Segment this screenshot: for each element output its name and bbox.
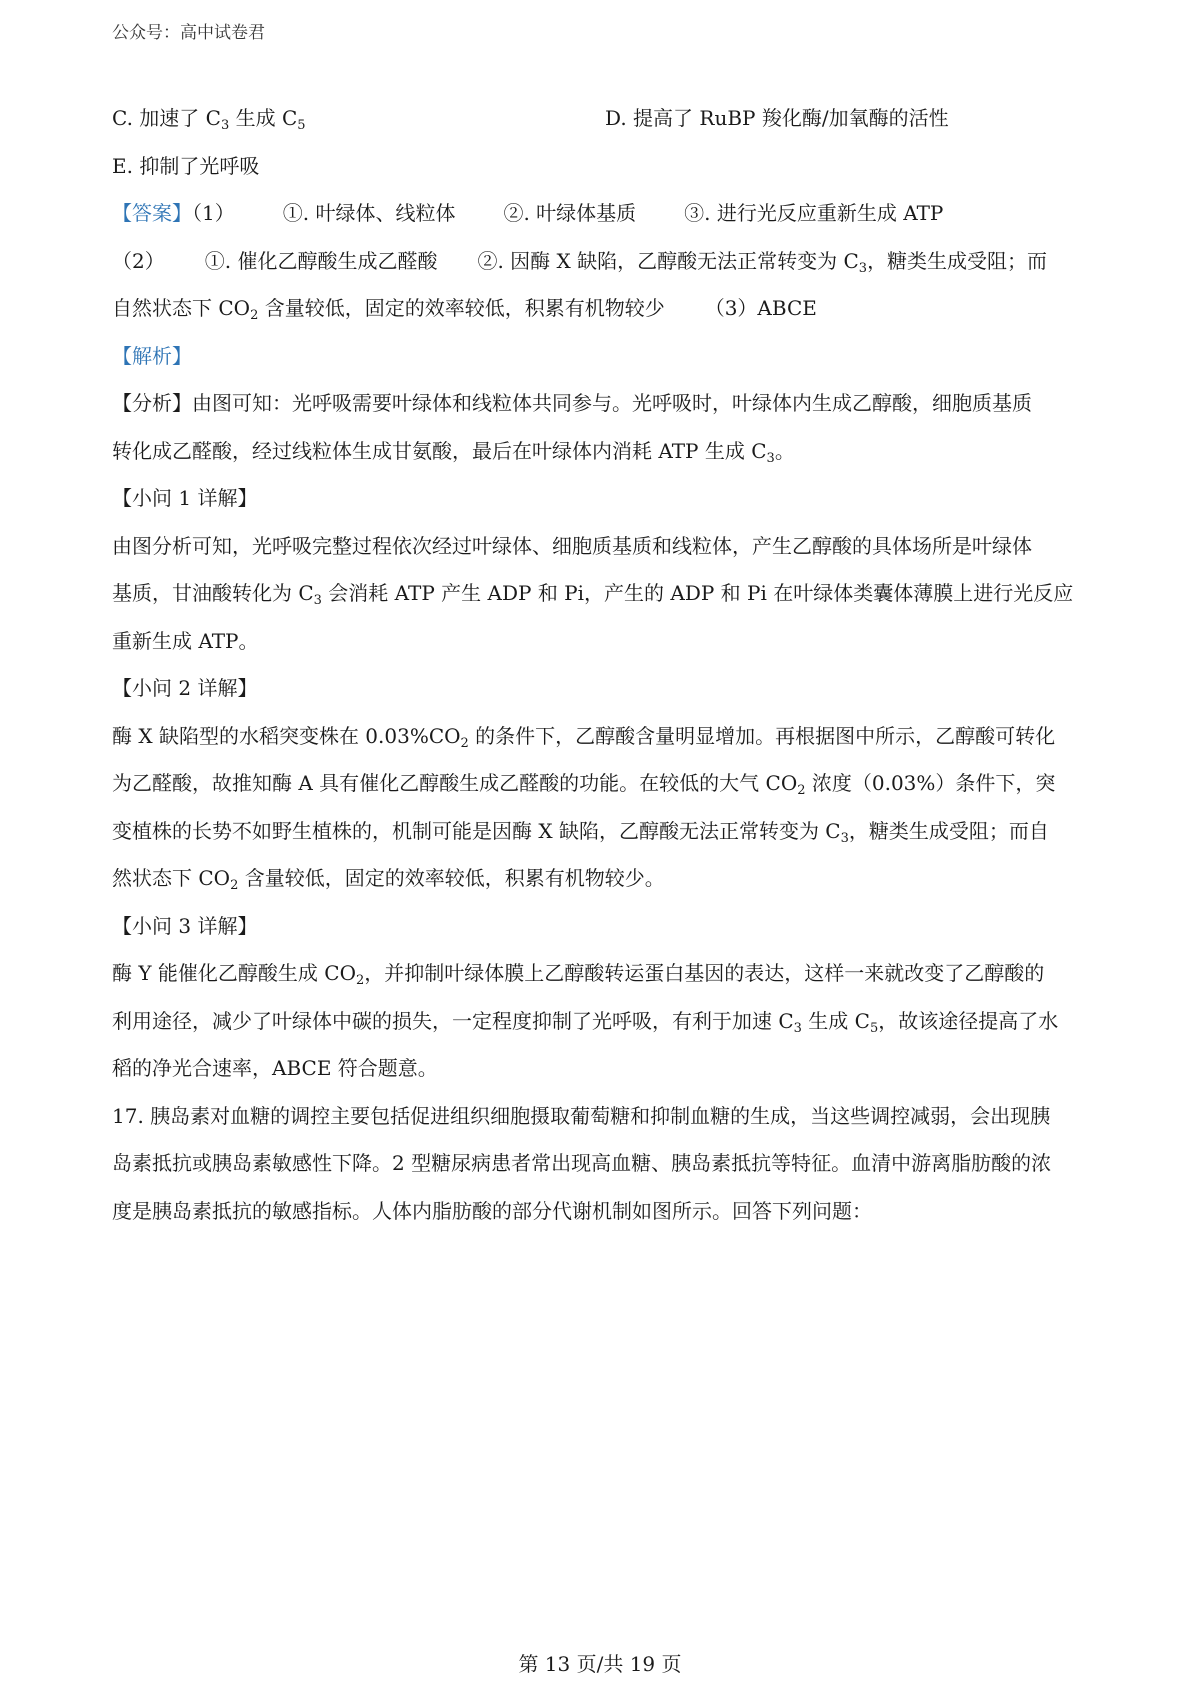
- analysis-fenxi-line2: 转化成乙醛酸，经过线粒体生成甘氨酸，最后在叶绿体内消耗 ATP 生成 $C_3$。: [112, 438, 795, 466]
- option-d: D. 提高了 RuBP 羧化酶/加氧酶的活性: [605, 106, 949, 130]
- option-c: C. 加速了 $C_3$ 生成 $C_5$: [112, 106, 306, 133]
- analysis-fenxi-line1: 【分析】由图可知：光呼吸需要叶绿体和线粒体共同参与。光呼吸时，叶绿体内生成乙醇酸，细胞质基质: [112, 391, 1032, 415]
- answer-q3: （3）ABCE: [704, 296, 817, 320]
- sub3-line1: 酶 Y 能催化乙醇酸生成 $CO_2$，并抑制叶绿体膜上乙醇酸转运蛋白基因的表达，这样一来就改变了乙醇酸的: [112, 961, 1045, 988]
- answer-q2: （2） ①. 催化乙醇酸生成乙醛酸 ②. 因酶 X 缺陷，乙醇酸无法正常转变为 $C_3$，糖类生成受阻；而: [112, 248, 1048, 276]
- sub2-title: 【小问 2 详解】: [112, 676, 258, 700]
- sub2-line4: 然状态下 $CO_2$ 含量较低，固定的效率较低，积累有机物较少。: [112, 866, 665, 893]
- q17-line2: 岛素抵抗或胰岛素敏感性下降。2 型糖尿病患者常出现高血糖、胰岛素抵抗等特征。血清中游离脂肪酸的浓: [112, 1151, 1052, 1175]
- sub1-title: 【小问 1 详解】: [112, 486, 258, 510]
- sub3-line2: 利用途径，减少了叶绿体中碳的损失，一定程度抑制了光呼吸，有利于加速 $C_3$ 生成 $C_5$，故该途径提高了水: [112, 1008, 1059, 1036]
- page-content: [112, 95, 1102, 1235]
- sub3-title: 【小问 3 详解】: [112, 913, 258, 938]
- sub1-line2: 基质，甘油酸转化为 $C_3$ 会消耗 ATP 产生 ADP 和 Pi，产生的 ADP 和 Pi 在叶绿体类囊体薄膜上进行光反应: [112, 581, 1074, 608]
- sub2-line2: 为乙醛酸，故推知酶 A 具有催化乙醇酸生成乙醛酸的功能。在较低的大气 $CO_2$ 浓度（0.03%）条件下，突: [112, 771, 1056, 798]
- answer-label: 【答案】: [112, 201, 192, 225]
- sub1-line3: 重新生成 ATP。: [112, 628, 259, 653]
- q17-line3: 度是胰岛素抵抗的敏感指标。人体内脂肪酸的部分代谢机制如图所示。回答下列问题：: [112, 1198, 872, 1223]
- sub1-line1: 由图分析可知，光呼吸完整过程依次经过叶绿体、细胞质基质和线粒体，产生乙醇酸的具体场所是叶绿体: [112, 533, 1032, 558]
- page-header: 公众号：高中试卷君: [112, 23, 265, 43]
- answer-q1: 【答案】（1） ①. 叶绿体、线粒体 ②. 叶绿体基质 ③. 进行光反应重新生成 ATP: [112, 201, 944, 225]
- options-row-cd: [112, 95, 1102, 143]
- sub2-line3: 变植株的长势不如野生植株的，机制可能是因酶 X 缺陷，乙醇酸无法正常转变为 $C_3$，糖类生成受阻；而自: [112, 818, 1049, 846]
- answer-q2-cont: 自然状态下 $CO_2$ 含量较低，固定的效率较低，积累有机物较少 （3）ABCE: [112, 296, 817, 323]
- page-footer: 第 13 页/共 19 页: [518, 1652, 682, 1676]
- analysis-label: 【解析】: [112, 343, 192, 368]
- option-e: E. 抑制了光呼吸: [112, 153, 260, 178]
- sub3-line3: 稻的净光合速率，ABCE 符合题意。: [112, 1056, 438, 1080]
- q17-line1: 17. 胰岛素对血糖的调控主要包括促进组织细胞摄取葡萄糖和抑制血糖的生成，当这些调控减弱，会出现胰: [112, 1103, 1051, 1128]
- sub2-line1: 酶 X 缺陷型的水稻突变株在 $0.03\%CO_2$ 的条件下，乙醇酸含量明显增加。再根据图中所示，乙醇酸可转化: [112, 723, 1056, 751]
